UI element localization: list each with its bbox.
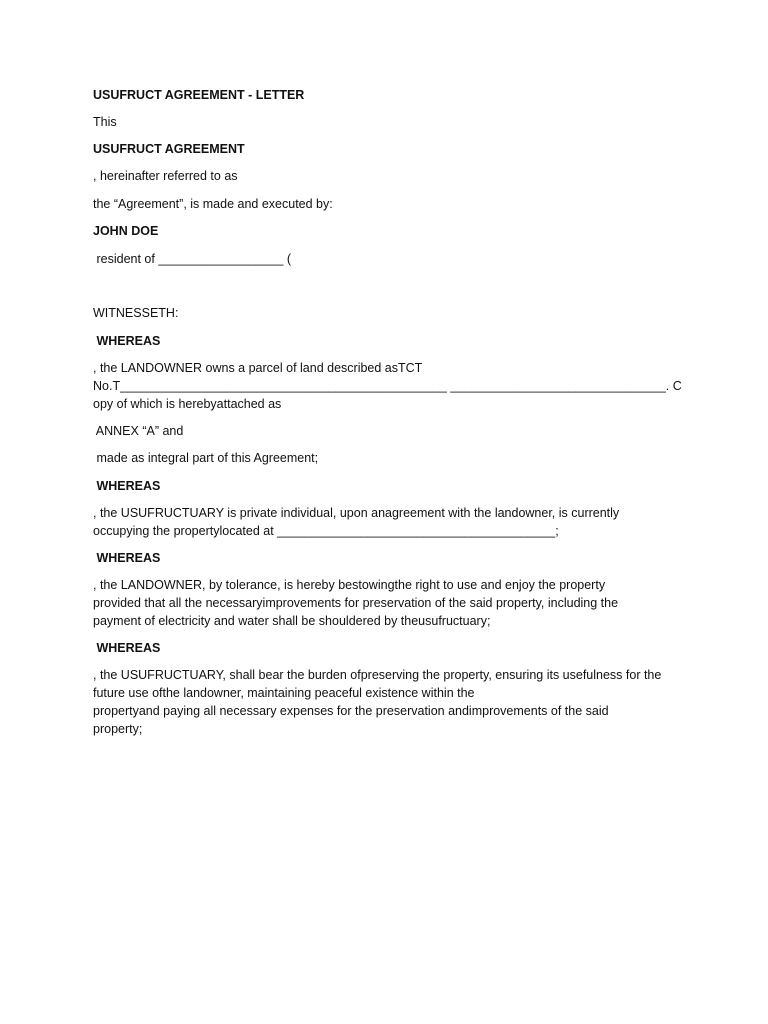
agreement-heading: USUFRUCT AGREEMENT bbox=[93, 142, 245, 156]
whereas-label: WHEREAS bbox=[93, 334, 161, 348]
clause-1-integral: made as integral part of this Agreement; bbox=[93, 451, 319, 465]
clause-2-line-2: occupying the propertylocated at ________________________________________; bbox=[93, 524, 559, 538]
paragraph-agreement-made: the “Agreement”, is made and executed by: bbox=[93, 197, 333, 211]
clause-4-line-2: future use ofthe landowner, maintaining peaceful existence within the bbox=[93, 686, 475, 700]
paragraph-hereinafter: , hereinafter referred to as bbox=[93, 169, 238, 183]
clause-3-line-2: provided that all the necessaryimprovements for preservation of the said property, including the bbox=[93, 596, 619, 610]
document-title: USUFRUCT AGREEMENT - LETTER bbox=[93, 88, 305, 102]
clause-2-line-1: , the USUFRUCTUARY is private individual, upon anagreement with the landowner, is currently bbox=[93, 506, 620, 520]
paragraph-resident: resident of __________________ ( bbox=[93, 252, 292, 266]
whereas-label: WHEREAS bbox=[93, 641, 161, 655]
paragraph-this: This bbox=[93, 115, 117, 129]
clause-4-line-4: property; bbox=[93, 722, 143, 736]
whereas-label: WHEREAS bbox=[93, 479, 161, 493]
clause-1-annex: ANNEX “A” and bbox=[93, 424, 184, 438]
party-name: JOHN DOE bbox=[93, 224, 159, 238]
clause-3-line-1: , the LANDOWNER, by tolerance, is hereby bestowingthe right to use and enjoy the property bbox=[93, 578, 606, 592]
clause-1-line-3: opy of which is herebyattached as bbox=[93, 397, 282, 411]
witnesseth-heading: WITNESSETH: bbox=[93, 306, 179, 320]
clause-4-line-3: propertyand paying all necessary expenses for the preservation andimprovements of the said bbox=[93, 704, 609, 718]
clause-4-line-1: , the USUFRUCTUARY, shall bear the burden ofpreserving the property, ensuring its usefulness for the bbox=[93, 668, 662, 682]
clause-3-line-3: payment of electricity and water shall be shouldered by theusufructuary; bbox=[93, 614, 491, 628]
clause-1-line-2: No.T_______________________________________________ _______________________________. C bbox=[93, 379, 682, 393]
clause-1-line-1: , the LANDOWNER owns a parcel of land described asTCT bbox=[93, 361, 423, 375]
whereas-label: WHEREAS bbox=[93, 551, 161, 565]
